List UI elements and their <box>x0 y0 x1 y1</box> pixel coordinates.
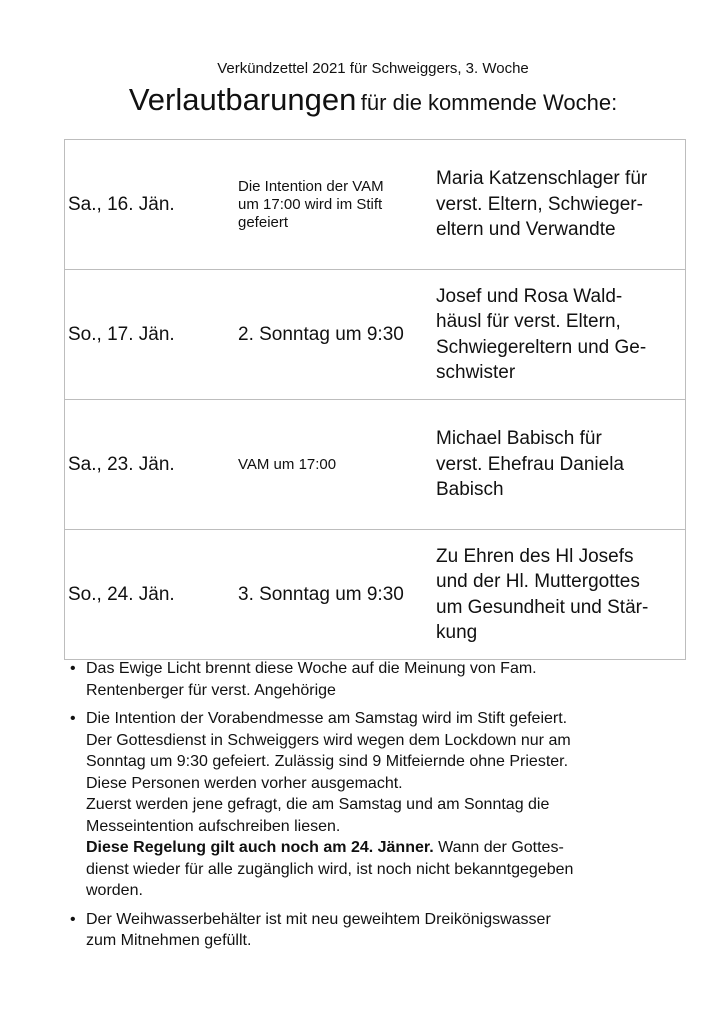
bullet-icon: • <box>70 910 76 928</box>
time-line: 2. Sonntag um 9:30 <box>238 323 404 345</box>
time-cell <box>238 270 435 400</box>
intention-line: kung <box>436 622 478 643</box>
intention-line: eltern und Verwandte <box>436 219 616 241</box>
title-main: Verlautbarungen <box>128 82 357 117</box>
table-row <box>65 400 686 530</box>
intention-line: schwister <box>436 362 516 383</box>
title-suffix: für die kommende Woche: <box>360 90 618 115</box>
intention-cell <box>435 400 686 530</box>
note-line: dienst wieder für alle zugänglich wird, ist noch nicht bekanntgegeben <box>86 860 574 878</box>
intention-line: Maria Katzenschlager für <box>436 168 648 190</box>
note-line: Sonntag um 9:30 gefeiert. Zulässig sind 9 Mitfeiernde ohne Priester. <box>86 753 569 770</box>
note-text: Wann der Gottes- <box>433 839 564 856</box>
time-cell <box>238 400 435 530</box>
intention-line: häusl für verst. Eltern, <box>436 311 621 332</box>
time-line: VAM um 17:00 <box>238 455 337 473</box>
mass-schedule-table <box>64 139 686 660</box>
note-line: Zuerst werden jene gefragt, die am Samstag und am Sonntag die <box>86 796 550 813</box>
note-line: Diese Personen werden vorher ausgemacht. <box>86 774 403 792</box>
time-cell <box>238 140 435 270</box>
note-line: Messeintention aufschreiben liesen. <box>86 817 341 835</box>
date-cell: Sa., 23. Jän. <box>65 400 239 530</box>
intention-cell <box>435 140 686 270</box>
time-line: Die Intention der VAM <box>238 177 384 195</box>
list-item <box>68 658 698 701</box>
intention-line: Schwiegereltern und Ge- <box>436 336 647 358</box>
note-line: Das Ewige Licht brennt diese Woche auf die Meinung von Fam. <box>86 660 537 677</box>
table-row <box>65 140 686 270</box>
time-line: um 17:00 wird im Stift <box>238 195 383 213</box>
intention-line: und der Hl. Muttergottes <box>436 571 640 592</box>
list-item <box>68 909 698 952</box>
table-row <box>65 270 686 400</box>
bullet-icon: • <box>70 710 76 727</box>
document-title <box>0 82 724 118</box>
date-cell: So., 17. Jän. <box>65 270 239 400</box>
intention-line: verst. Ehefrau Daniela <box>436 453 624 475</box>
document-subtitle: Verkündzettel 2021 für Schweiggers, 3. Woche <box>217 60 529 77</box>
intention-line: Babisch <box>436 479 504 501</box>
note-line <box>86 837 698 859</box>
note-line: Die Intention der Vorabendmesse am Samstag wird im Stift gefeiert. <box>86 710 568 727</box>
date-cell: So., 24. Jän. <box>65 530 239 660</box>
note-line: Der Weihwasserbehälter ist mit neu geweihtem Dreikönigswasser <box>86 910 551 928</box>
time-line: 3. Sonntag um 9:30 <box>238 583 404 605</box>
note-line: worden. <box>86 882 143 899</box>
date-cell: Sa., 16. Jän. <box>65 140 239 270</box>
intention-cell <box>435 530 686 660</box>
emphasis-text: Diese Regelung gilt auch noch am 24. Jänner. <box>86 839 434 856</box>
intention-line: um Gesundheit und Stär- <box>436 596 649 618</box>
bullet-icon: • <box>70 660 76 677</box>
note-line: Rentenberger für verst. Angehörige <box>86 681 336 699</box>
note-line: zum Mitnehmen gefüllt. <box>86 932 252 949</box>
intention-line: Michael Babisch für <box>436 428 602 450</box>
intention-line: verst. Eltern, Schwieger- <box>436 193 643 215</box>
table-row <box>65 530 686 660</box>
intention-line: Josef und Rosa Wald- <box>436 285 623 307</box>
time-line: gefeiert <box>238 213 289 231</box>
intention-cell <box>435 270 686 400</box>
list-item <box>68 708 698 902</box>
announcement-list <box>68 658 698 959</box>
note-line: Der Gottesdienst in Schweiggers wird wegen dem Lockdown nur am <box>86 731 571 749</box>
intention-line: Zu Ehren des Hl Josefs <box>436 545 634 567</box>
time-cell <box>238 530 435 660</box>
